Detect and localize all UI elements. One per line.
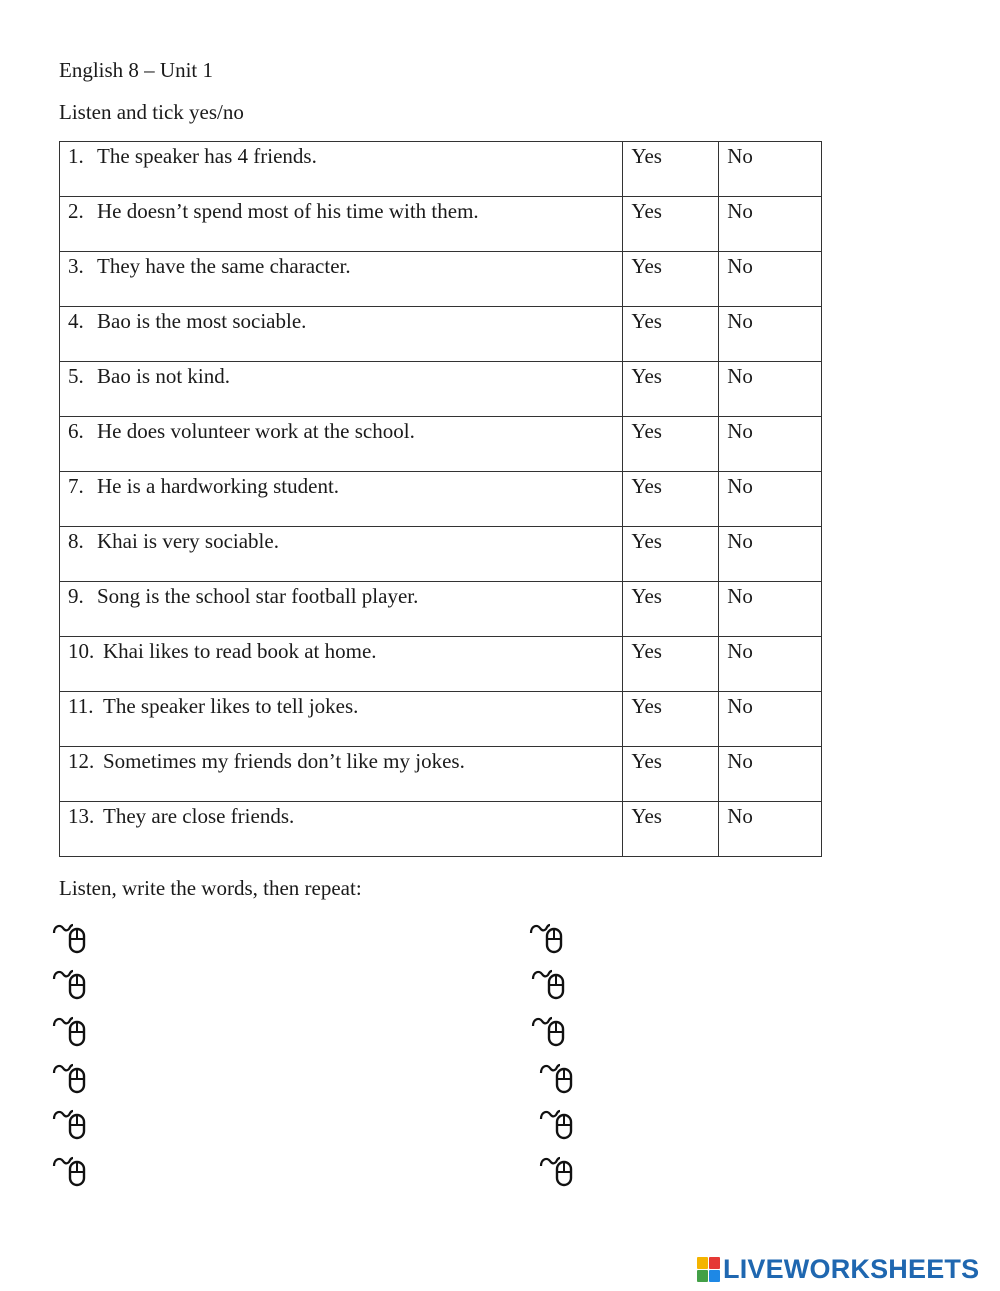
computer-mouse-icon[interactable] <box>528 920 566 956</box>
no-option[interactable]: No <box>719 747 822 802</box>
yes-option[interactable]: Yes <box>623 472 719 527</box>
question-number: 3. <box>68 254 84 278</box>
question-cell <box>60 197 623 252</box>
computer-mouse-icon[interactable] <box>51 1013 89 1049</box>
question-cell <box>60 362 623 417</box>
no-option[interactable]: No <box>719 527 822 582</box>
question-cell <box>60 582 623 637</box>
yes-option[interactable]: Yes <box>623 802 719 857</box>
question-number: 2. <box>68 199 84 223</box>
question-number: 11. <box>68 694 94 718</box>
question-row <box>60 527 822 582</box>
computer-mouse-icon[interactable] <box>538 1106 576 1142</box>
yes-option[interactable]: Yes <box>623 637 719 692</box>
question-number: 4. <box>68 309 84 333</box>
question-text: The speaker likes to tell jokes. <box>103 694 359 718</box>
question-row <box>60 692 822 747</box>
yes-option[interactable]: Yes <box>623 142 719 197</box>
yes-option[interactable]: Yes <box>623 692 719 747</box>
computer-mouse-icon[interactable] <box>530 1013 568 1049</box>
brand-name: LIVEWORKSHEETS <box>723 1254 980 1284</box>
question-row <box>60 582 822 637</box>
no-option[interactable]: No <box>719 417 822 472</box>
no-option[interactable]: No <box>719 472 822 527</box>
question-number: 6. <box>68 419 84 443</box>
computer-mouse-icon[interactable] <box>51 1060 89 1096</box>
question-text: They are close friends. <box>103 804 295 828</box>
question-text: He does volunteer work at the school. <box>97 419 415 443</box>
question-row <box>60 142 822 197</box>
no-option[interactable]: No <box>719 362 822 417</box>
question-cell <box>60 692 623 747</box>
no-option[interactable]: No <box>719 802 822 857</box>
question-cell <box>60 307 623 362</box>
question-number: 12. <box>68 749 95 773</box>
question-cell <box>60 747 623 802</box>
question-text: Khai is very sociable. <box>97 529 279 553</box>
no-option[interactable]: No <box>719 582 822 637</box>
question-number: 5. <box>68 364 84 388</box>
question-number: 8. <box>68 529 84 553</box>
question-row <box>60 307 822 362</box>
question-row <box>60 252 822 307</box>
no-option[interactable]: No <box>719 252 822 307</box>
question-row <box>60 802 822 857</box>
logo-blocks-icon <box>697 1257 720 1282</box>
no-option[interactable]: No <box>719 197 822 252</box>
question-cell <box>60 142 623 197</box>
question-number: 10. <box>68 639 95 663</box>
question-text: He doesn’t spend most of his time with them. <box>97 199 479 223</box>
computer-mouse-icon[interactable] <box>530 966 568 1002</box>
question-number: 1. <box>68 144 84 168</box>
question-text: Bao is not kind. <box>97 364 231 388</box>
worksheet-title: English 8 – Unit 1 <box>59 58 214 82</box>
question-cell <box>60 637 623 692</box>
question-text: Sometimes my friends don’t like my jokes. <box>103 749 465 773</box>
question-cell <box>60 527 623 582</box>
question-text: Song is the school star football player. <box>97 584 419 608</box>
yes-option[interactable]: Yes <box>623 252 719 307</box>
computer-mouse-icon[interactable] <box>538 1153 576 1189</box>
question-cell <box>60 417 623 472</box>
question-number: 7. <box>68 474 84 498</box>
yes-option[interactable]: Yes <box>623 747 719 802</box>
yes-option[interactable]: Yes <box>623 527 719 582</box>
computer-mouse-icon[interactable] <box>51 1106 89 1142</box>
question-row <box>60 747 822 802</box>
computer-mouse-icon[interactable] <box>538 1060 576 1096</box>
question-text: Khai likes to read book at home. <box>103 639 377 663</box>
question-number: 13. <box>68 804 95 828</box>
question-number: 9. <box>68 584 84 608</box>
yes-option[interactable]: Yes <box>623 197 719 252</box>
no-option[interactable]: No <box>719 637 822 692</box>
liveworksheets-logo <box>697 1254 979 1285</box>
question-text: The speaker has 4 friends. <box>97 144 317 168</box>
yes-no-table <box>59 141 822 857</box>
listen-instruction: Listen, write the words, then repeat: <box>59 876 362 900</box>
question-cell <box>60 802 623 857</box>
yes-option[interactable]: Yes <box>623 582 719 637</box>
yes-option[interactable]: Yes <box>623 417 719 472</box>
computer-mouse-icon[interactable] <box>51 1153 89 1189</box>
no-option[interactable]: No <box>719 307 822 362</box>
tick-instruction: Listen and tick yes/no <box>59 100 244 124</box>
question-cell <box>60 252 623 307</box>
no-option[interactable]: No <box>719 142 822 197</box>
computer-mouse-icon[interactable] <box>51 966 89 1002</box>
question-text: They have the same character. <box>97 254 351 278</box>
yes-option[interactable]: Yes <box>623 307 719 362</box>
yes-option[interactable]: Yes <box>623 362 719 417</box>
question-row <box>60 362 822 417</box>
question-cell <box>60 472 623 527</box>
question-row <box>60 472 822 527</box>
no-option[interactable]: No <box>719 692 822 747</box>
computer-mouse-icon[interactable] <box>51 920 89 956</box>
question-text: Bao is the most sociable. <box>97 309 307 333</box>
question-row <box>60 417 822 472</box>
question-row <box>60 197 822 252</box>
question-row <box>60 637 822 692</box>
question-text: He is a hardworking student. <box>97 474 340 498</box>
